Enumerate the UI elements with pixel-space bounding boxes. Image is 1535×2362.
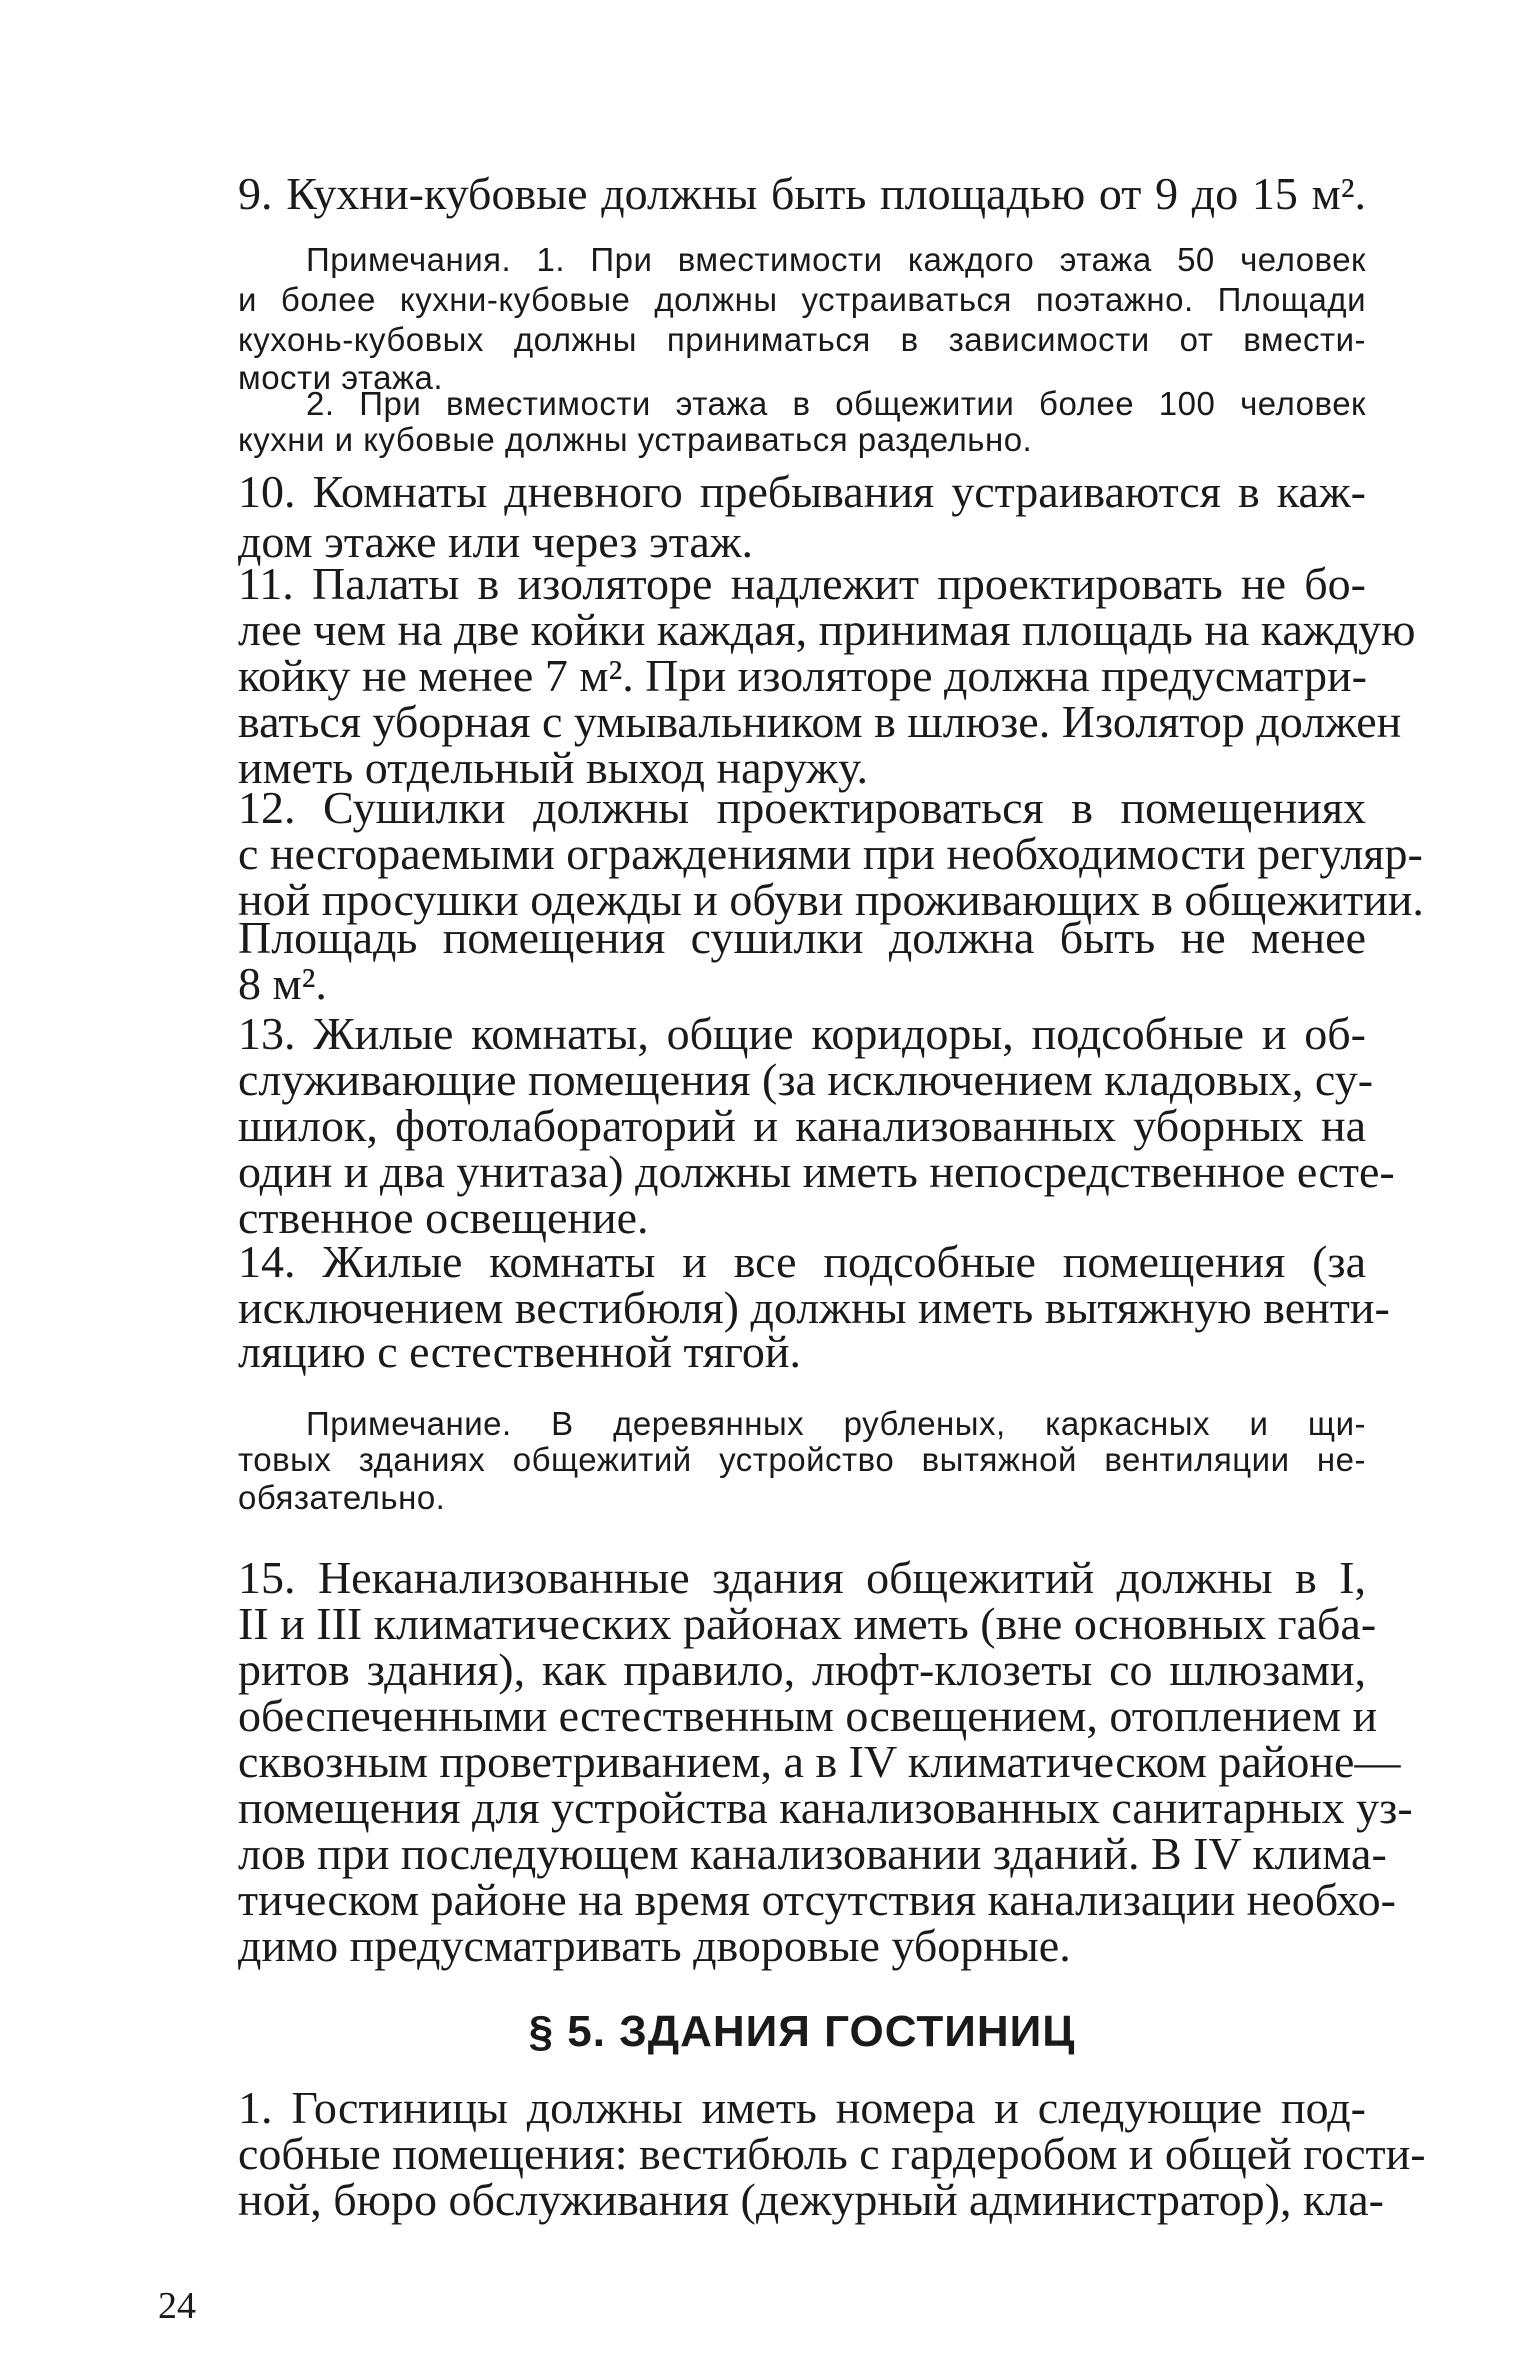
section-heading: § 5. ЗДАНИЯ ГОСТИНИЦ [528,2007,1076,2056]
paragraph-15-line: обеспеченными естественным освещением, отоплением и [238,1690,1378,1741]
paragraph-13-line: один и два унитаза) должны иметь непосредственное есте- [238,1146,1395,1197]
note-line: Примечание. В деревянных рубленых, каркасных и щи- [306,1405,1366,1442]
paragraph-11-line: ваться уборная с умывальником в шлюзе. Изолятор должен [238,696,1402,747]
paragraph-11-line: иметь отдельный выход наружу. [238,742,868,793]
paragraph-15-line: помещения для устройства канализованных санитарных уз- [238,1782,1413,1833]
paragraph-12-line: 12. Сушилки должны проектироваться в помещениях [238,782,1366,833]
note-line: кухни и кубовые должны устраиваться раздельно. [238,421,1033,458]
paragraph-15-line: сквозным проветриванием, а в IV климатическом районе— [238,1736,1401,1787]
paragraph-11-line: койку не менее 7 м². При изоляторе должна предусматри- [238,650,1367,701]
paragraph-15-line: 15. Неканализованные здания общежитий должны в I, [238,1552,1366,1603]
paragraph-14-line: 14. Жилые комнаты и все подсобные помещения (за [238,1236,1366,1287]
section-paragraph-1-line: ной, бюро обслуживания (дежурный администратор), кла- [238,2174,1385,2225]
note-line: товых зданиях общежитий устройство вытяжной вентиляции не- [238,1441,1366,1478]
page-number: 24 [158,2285,196,2327]
note-line: кухонь-кубовых должны приниматься в зависимости от вмести- [238,321,1366,358]
paragraph-15-line: ритов здания), как правило, люфт-клозеты со шлюзами, [238,1644,1366,1695]
note-line: мости этажа. [238,359,444,396]
section-paragraph-1-line: собные помещения: вестибюль с гардеробом и общей гости- [238,2128,1426,2179]
paragraph-10-line-1: 10. Комнаты дневного пребывания устраиваются в каж- [238,466,1366,517]
note-line: обязательно. [238,1479,446,1516]
paragraph-10-line-2: дом этаже или через этаж. [238,516,754,567]
section-paragraph-1-line: 1. Гостиницы должны иметь номера и следующие под- [238,2082,1366,2133]
paragraph-13-line: ственное освещение. [238,1192,649,1243]
paragraph-13-line: шилок, фотолабораторий и канализованных уборных на [238,1100,1366,1151]
paragraph-13-line: служивающие помещения (за исключением кладовых, су- [238,1054,1374,1105]
paragraph-14-line: исключением вестибюля) должны иметь вытяжную венти- [238,1282,1390,1333]
paragraph-12-line: ной просушки одежды и обуви проживающих в общежитии. [238,874,1424,925]
paragraph-13-line: 13. Жилые комнаты, общие коридоры, подсобные и об- [238,1008,1366,1059]
paragraph-11-line: лее чем на две койки каждая, принимая площадь на каждую [238,604,1416,655]
paragraph-12-line: 8 м². [238,958,327,1009]
paragraph-14-line: ляцию с естественной тягой. [238,1326,802,1377]
note-line: Примечания. 1. При вместимости каждого этажа 50 человек [306,241,1366,278]
paragraph-11-line: 11. Палаты в изоляторе надлежит проектировать не бо- [238,558,1366,609]
paragraph-12-line: с несгораемыми ограждениями при необходимости регуляр- [238,828,1423,879]
paragraph-15-line: II и III климатических районах иметь (вне основных габа- [238,1598,1377,1649]
note-line: 2. При вместимости этажа в общежитии более 100 человек [306,385,1366,422]
paragraph-15-line: димо предусматривать дворовые уборные. [238,1920,1071,1971]
note-line: и более кухни-кубовые должны устраиваться поэтажно. Площади [238,281,1366,318]
paragraph-9-line-1: 9. Кухни-кубовые должны быть площадью от 9 до 15 м². [238,168,1366,219]
paragraph-15-line: лов при последующем канализовании зданий. В IV клима- [238,1828,1387,1879]
paragraph-12-line: Площадь помещения сушилки должна быть не менее [238,912,1366,963]
paragraph-15-line: тическом районе на время отсутствия канализации необхо- [238,1874,1396,1925]
